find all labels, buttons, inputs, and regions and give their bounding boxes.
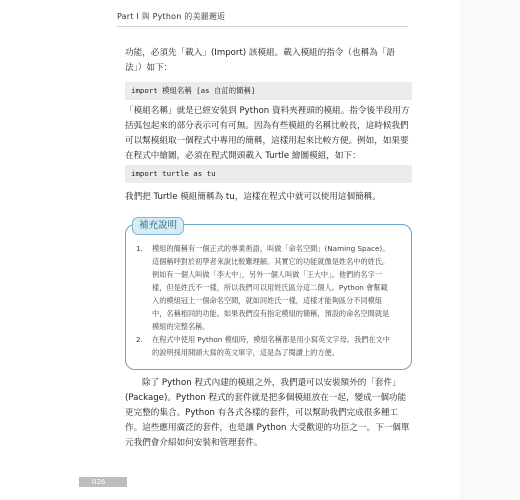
code-block-import-syntax: import 模組名稱 [as 自訂的簡稱]: [125, 82, 412, 100]
supplement-title: 補充說明: [132, 217, 184, 235]
supplement-item-text: 在程式中使用 Python 模組時，模組名稱都是用小寫英文字母。我們在文中的說明採用開頭大寫的英文單字，這是為了閱讀上的方便。: [152, 335, 390, 357]
page-edge-shading: [460, 0, 520, 500]
supplement-item-text: 模組的簡稱有一個正式的專業術語，叫做「命名空間」(Naming Space)。這個稱呼對於初學者來說比較難理解。其實它的功能就像是姓名中的姓氏。例如有一個人叫做「李大中」，另外一個人叫做「王大中」。他們的名字一樣，但是姓氏不一樣，所以我們可以用姓氏區分這二個人。Python 會幫載入的模組冠上一個命名空間，就如同姓氏一樣，這樣才能夠區分不同模組中，名稱相同的功能。如果我們沒有指定模組的簡稱，預設的命名空間就是模組的完整名稱。: [152, 244, 390, 331]
supplement-item-1: [136, 242, 394, 333]
code-block-import-turtle: import turtle as tu: [125, 165, 412, 183]
supplement-item-number: 1.: [136, 244, 143, 253]
supplement-box: [125, 220, 412, 370]
running-header: Part Ⅰ 與 Python 的美麗邂逅: [117, 12, 226, 21]
supplement-item-number: 2.: [136, 335, 143, 344]
paragraph-module-name: 「模組名稱」就是已經安裝到 Python 資料夾裡頭的模組。指令後半段用方括弧包起來的部分表示可有可無。因為有些模組的名稱比較長，這時候我們可以幫模組取一個程式中專用的簡稱，這樣用起來比較方便。例如，如果要在程式中繪圖，必須在程式開頭載入 Turtle 繪圖模組，如下：: [125, 106, 410, 161]
header-divider: [117, 26, 408, 27]
page-number: 026: [92, 478, 106, 486]
supplement-item-2: [136, 333, 394, 359]
paragraph-packages: 除了 Python 程式內建的模組之外，我們還可以安裝額外的「套件」(Package)。Python 程式的套件就是把多個模組放在一起，變成一個功能更完整的集合。Python 有各式各樣的套件，可以幫助我們完成很多種工作。這些應用廣泛的套件，也是讓 Python 大受歡迎的功臣之一。下一個單元我們會介紹如何安裝和管理套件。: [125, 378, 410, 448]
paragraph-alias-note: 我們把 Turtle 模組簡稱為 tu，這樣在程式中就可以使用這個簡稱。: [125, 192, 381, 202]
paragraph-import-intro: 功能，必須先「載入」(Import) 該模組。載入模組的指令（也稱為「語法」）如下：: [125, 48, 395, 73]
